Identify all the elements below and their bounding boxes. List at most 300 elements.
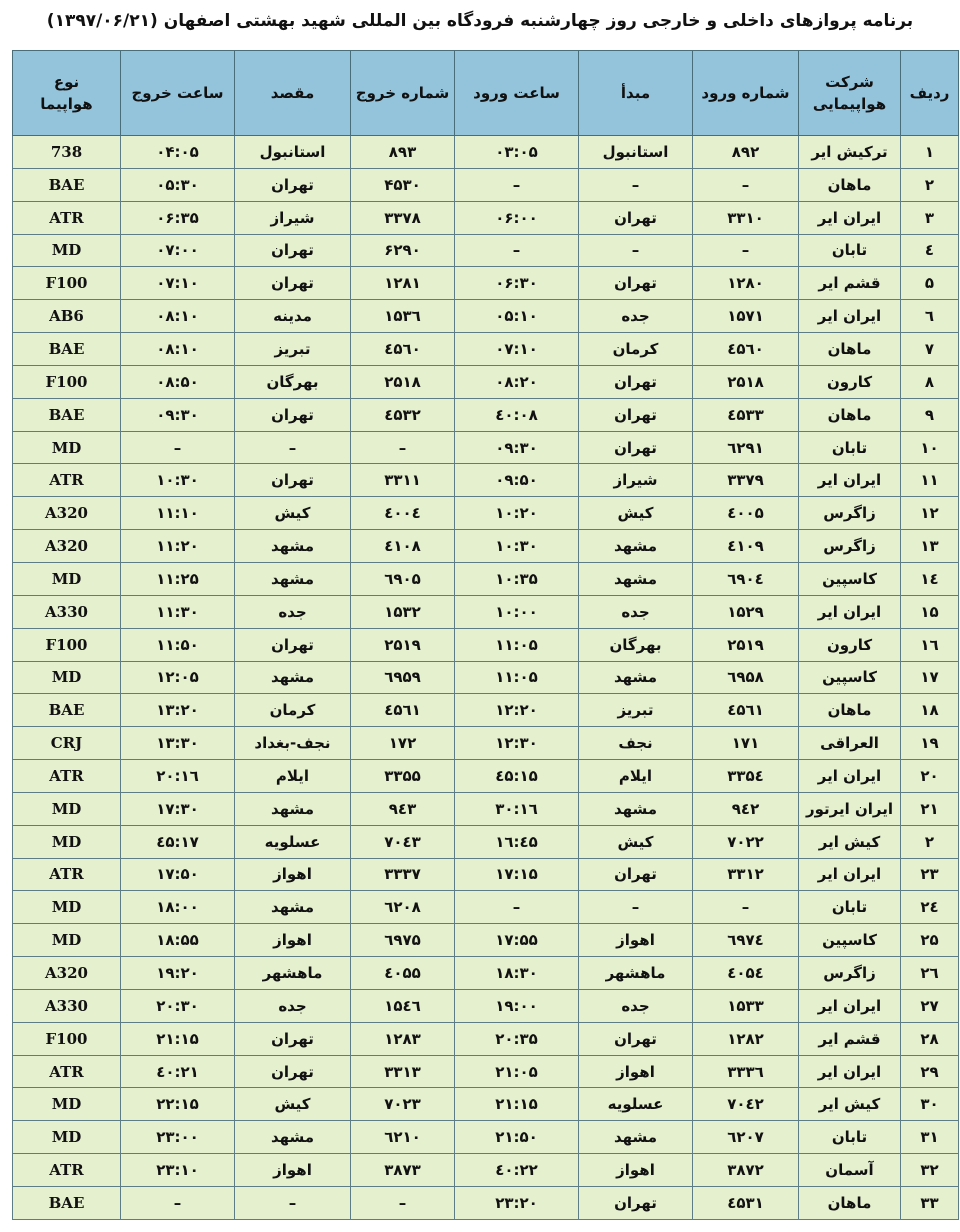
departure-number-cell: ۱۵۳۲	[351, 595, 455, 628]
departure-time-cell: ۱۳:۲۰	[121, 694, 235, 727]
destination-cell: مشهد	[235, 562, 351, 595]
header-destination: مقصد	[235, 51, 351, 136]
departure-number-cell: ۲۵۱۸	[351, 365, 455, 398]
row-number-cell: ۲٦	[901, 957, 959, 990]
arrival-time-cell: –	[455, 234, 579, 267]
airline-cell: ایران ایرتور	[799, 792, 901, 825]
row-number-cell: ۲۰	[901, 760, 959, 793]
origin-cell: تهران	[579, 1022, 693, 1055]
table-row	[13, 234, 959, 267]
table-row	[13, 628, 959, 661]
aircraft-type-cell: BAE	[13, 1187, 121, 1220]
arrival-number-cell: ٤۵٦۰	[693, 333, 799, 366]
row-number-cell: ۳۳	[901, 1187, 959, 1220]
arrival-time-cell: ۱۷:۵۵	[455, 924, 579, 957]
row-number-cell: ۲۳	[901, 858, 959, 891]
header-arrival-time: ساعت ورود	[455, 51, 579, 136]
row-number-cell: ۷	[901, 333, 959, 366]
departure-number-cell: ٦۹۵۹	[351, 661, 455, 694]
airline-cell: زاگرس	[799, 957, 901, 990]
destination-cell: تهران	[235, 234, 351, 267]
departure-time-cell: ۰۷:۱۰	[121, 267, 235, 300]
table-row	[13, 398, 959, 431]
airline-cell: کارون	[799, 365, 901, 398]
aircraft-type-cell: A320	[13, 957, 121, 990]
departure-time-cell: ۲۳:۰۰	[121, 1121, 235, 1154]
airline-cell: کیش ایر	[799, 825, 901, 858]
table-row	[13, 168, 959, 201]
row-number-cell: ۹	[901, 398, 959, 431]
table-row	[13, 562, 959, 595]
arrival-number-cell: ۳۳۱۰	[693, 201, 799, 234]
destination-cell: مشهد	[235, 1121, 351, 1154]
row-number-cell: ۱٦	[901, 628, 959, 661]
origin-cell: تهران	[579, 858, 693, 891]
departure-number-cell: ۳۳۵۵	[351, 760, 455, 793]
arrival-number-cell: ٤۵۳۳	[693, 398, 799, 431]
arrival-number-cell: ٤۵٦۱	[693, 694, 799, 727]
origin-cell: مشهد	[579, 1121, 693, 1154]
destination-cell: مدینه	[235, 300, 351, 333]
arrival-time-cell: ۱۸:۳۰	[455, 957, 579, 990]
destination-cell: تهران	[235, 1055, 351, 1088]
row-number-cell: ۲۹	[901, 1055, 959, 1088]
departure-number-cell: ۱۷۲	[351, 727, 455, 760]
departure-time-cell: ۱۷:۵۰	[121, 858, 235, 891]
row-number-cell: ۱۸	[901, 694, 959, 727]
row-number-cell: ۳۰	[901, 1088, 959, 1121]
destination-cell: مشهد	[235, 891, 351, 924]
header-aircraft-type	[13, 51, 121, 136]
airline-cell: ایران ایر	[799, 989, 901, 1022]
table-row	[13, 1187, 959, 1220]
destination-cell: اهواز	[235, 1154, 351, 1187]
departure-time-cell: ۱۱:۳۰	[121, 595, 235, 628]
destination-cell: مشهد	[235, 661, 351, 694]
aircraft-type-cell: 738	[13, 136, 121, 169]
arrival-time-cell: ۰۹:۵۰	[455, 464, 579, 497]
origin-cell: اهواز	[579, 1055, 693, 1088]
aircraft-type-cell: ATR	[13, 464, 121, 497]
airline-cell: تابان	[799, 891, 901, 924]
aircraft-type-cell: MD	[13, 661, 121, 694]
arrival-time-cell: ۱۲:۲۰	[455, 694, 579, 727]
arrival-number-cell: ۳۳۳٦	[693, 1055, 799, 1088]
flight-schedule-table	[12, 50, 959, 1220]
airline-cell: ایران ایر	[799, 595, 901, 628]
airline-cell: کاسپین	[799, 924, 901, 957]
arrival-number-cell: ۹٤۲	[693, 792, 799, 825]
arrival-number-cell: ۳۳۱۲	[693, 858, 799, 891]
arrival-time-cell: ۱٦:۳۰	[455, 792, 579, 825]
origin-cell: استانبول	[579, 136, 693, 169]
aircraft-type-cell: MD	[13, 234, 121, 267]
destination-cell: تهران	[235, 398, 351, 431]
table-row	[13, 464, 959, 497]
arrival-time-cell: ۰۵:۱۰	[455, 300, 579, 333]
arrival-number-cell: ٤۱۰۹	[693, 530, 799, 563]
departure-time-cell: ۲۱:۱۵	[121, 1022, 235, 1055]
departure-number-cell: ۳۳۷۸	[351, 201, 455, 234]
origin-cell: اهواز	[579, 1154, 693, 1187]
airline-cell: آسمان	[799, 1154, 901, 1187]
departure-time-cell: ۰۸:۱۰	[121, 333, 235, 366]
table-row	[13, 760, 959, 793]
destination-cell: ایلام	[235, 760, 351, 793]
arrival-time-cell: ۰۶:۰۰	[455, 201, 579, 234]
airline-cell: کیش ایر	[799, 1088, 901, 1121]
row-number-cell: ۳۲	[901, 1154, 959, 1187]
row-number-cell: ۲٤	[901, 891, 959, 924]
table-row	[13, 792, 959, 825]
destination-cell: جده	[235, 595, 351, 628]
airline-cell: زاگرس	[799, 530, 901, 563]
arrival-time-cell: ۱۰:۰۰	[455, 595, 579, 628]
destination-cell: تهران	[235, 1022, 351, 1055]
arrival-time-cell: ۱۷:۱۵	[455, 858, 579, 891]
arrival-number-cell: ٤۵۳۱	[693, 1187, 799, 1220]
aircraft-type-cell: MD	[13, 792, 121, 825]
origin-cell: اهواز	[579, 924, 693, 957]
arrival-number-cell: ۱۲۸۰	[693, 267, 799, 300]
header-row	[13, 51, 959, 136]
origin-cell: عسلویه	[579, 1088, 693, 1121]
destination-cell: تبریز	[235, 333, 351, 366]
aircraft-type-cell: BAE	[13, 333, 121, 366]
departure-time-cell: ۰۶:۳۵	[121, 201, 235, 234]
departure-number-cell: ۹٤۳	[351, 792, 455, 825]
origin-cell: مشهد	[579, 661, 693, 694]
origin-cell: –	[579, 891, 693, 924]
destination-cell: اهواز	[235, 924, 351, 957]
destination-cell: کیش	[235, 1088, 351, 1121]
departure-time-cell: ۱۳:۳۰	[121, 727, 235, 760]
departure-number-cell: –	[351, 431, 455, 464]
header-origin: مبدأ	[579, 51, 693, 136]
arrival-number-cell: ۲۵۱۸	[693, 365, 799, 398]
arrival-number-cell: ۱۲۸۲	[693, 1022, 799, 1055]
destination-cell: شیراز	[235, 201, 351, 234]
departure-number-cell: ۷۰٤۳	[351, 825, 455, 858]
arrival-time-cell: ۰۳:۰۵	[455, 136, 579, 169]
header-departure-time: ساعت خروج	[121, 51, 235, 136]
origin-cell: ایلام	[579, 760, 693, 793]
row-number-cell: ٦	[901, 300, 959, 333]
airline-cell: ماهان	[799, 694, 901, 727]
airline-cell: ایران ایر	[799, 300, 901, 333]
table-body	[13, 136, 959, 1220]
airline-cell: زاگرس	[799, 497, 901, 530]
header-airline-line2: هواپیمایی	[812, 95, 887, 113]
departure-number-cell: ۸۹۳	[351, 136, 455, 169]
arrival-number-cell: ۷۰٤۲	[693, 1088, 799, 1121]
header-arrival-number: شماره ورود	[693, 51, 799, 136]
departure-number-cell: ۷۰۲۳	[351, 1088, 455, 1121]
departure-time-cell: ۱٦:۲۰	[121, 760, 235, 793]
airline-cell: کاسپین	[799, 661, 901, 694]
aircraft-type-cell: ATR	[13, 201, 121, 234]
destination-cell: تهران	[235, 628, 351, 661]
aircraft-type-cell: ATR	[13, 858, 121, 891]
origin-cell: تهران	[579, 1187, 693, 1220]
header-type-line1: نوع	[53, 73, 80, 91]
departure-number-cell: ٤۵٦۱	[351, 694, 455, 727]
arrival-time-cell: ۲۳:۲۰	[455, 1187, 579, 1220]
destination-cell: –	[235, 1187, 351, 1220]
arrival-time-cell: ۱۹:۰۰	[455, 989, 579, 1022]
departure-time-cell: ۱۰:۳۰	[121, 464, 235, 497]
origin-cell: جده	[579, 300, 693, 333]
departure-time-cell: ۱۸:۵۵	[121, 924, 235, 957]
airline-cell: ایران ایر	[799, 464, 901, 497]
origin-cell: کیش	[579, 825, 693, 858]
table-row	[13, 727, 959, 760]
aircraft-type-cell: BAE	[13, 168, 121, 201]
airline-cell: قشم ایر	[799, 1022, 901, 1055]
origin-cell: تهران	[579, 267, 693, 300]
airline-cell: تابان	[799, 234, 901, 267]
departure-number-cell: ٦۲۰۸	[351, 891, 455, 924]
arrival-time-cell: ۲۰:۳۵	[455, 1022, 579, 1055]
departure-number-cell: ٤۱۰۸	[351, 530, 455, 563]
airline-cell: کارون	[799, 628, 901, 661]
airline-cell: ایران ایر	[799, 1055, 901, 1088]
destination-cell: –	[235, 431, 351, 464]
aircraft-type-cell: A320	[13, 530, 121, 563]
aircraft-type-cell: CRJ	[13, 727, 121, 760]
aircraft-type-cell: ATR	[13, 1055, 121, 1088]
table-row	[13, 1121, 959, 1154]
header-type-line2: هواپیما	[40, 95, 93, 113]
table-row	[13, 694, 959, 727]
origin-cell: تهران	[579, 201, 693, 234]
arrival-time-cell: ۰۸:٤۰	[455, 398, 579, 431]
departure-time-cell: ۰۷:۰۰	[121, 234, 235, 267]
arrival-time-cell: ۲۱:۰۵	[455, 1055, 579, 1088]
airline-cell: ماهان	[799, 1187, 901, 1220]
destination-cell: اهواز	[235, 858, 351, 891]
arrival-number-cell: ۳۸۷۲	[693, 1154, 799, 1187]
departure-time-cell: ۱۱:۲۵	[121, 562, 235, 595]
table-row	[13, 333, 959, 366]
departure-number-cell: ۶۲۹۰	[351, 234, 455, 267]
header-airline-line1: شرکت	[825, 73, 874, 91]
page-title: برنامه پروازهای داخلی و خارجی روز چهارشنبه فرودگاه بین المللی شهید بهشتی اصفهان (۱۳۹۷/۰۶/۲۱)	[46, 11, 914, 31]
airline-cell: ماهان	[799, 398, 901, 431]
departure-number-cell: ٤۵۳۲	[351, 398, 455, 431]
table-row	[13, 267, 959, 300]
airline-cell: ماهان	[799, 168, 901, 201]
table-row	[13, 431, 959, 464]
origin-cell: تهران	[579, 431, 693, 464]
departure-time-cell: ۲۲:۱۵	[121, 1088, 235, 1121]
airline-cell: ماهان	[799, 333, 901, 366]
departure-number-cell: ٤۵٦۰	[351, 333, 455, 366]
departure-time-cell: ۰۸:۵۰	[121, 365, 235, 398]
origin-cell: –	[579, 168, 693, 201]
row-number-cell: ۵	[901, 267, 959, 300]
header-row-number: ردیف	[901, 51, 959, 136]
arrival-number-cell: ۳۳۵٤	[693, 760, 799, 793]
header-departure-number: شماره خروج	[351, 51, 455, 136]
arrival-time-cell: ۱۰:۲۰	[455, 497, 579, 530]
destination-cell: بهرگان	[235, 365, 351, 398]
table-row	[13, 825, 959, 858]
departure-time-cell: ۱۱:۵۰	[121, 628, 235, 661]
airline-cell: ایران ایر	[799, 760, 901, 793]
departure-time-cell: –	[121, 431, 235, 464]
departure-number-cell: ٤۰۵۵	[351, 957, 455, 990]
departure-time-cell: ۰۸:۱۰	[121, 300, 235, 333]
departure-time-cell: ۱۷:٤۵	[121, 825, 235, 858]
row-number-cell: ۱۲	[901, 497, 959, 530]
row-number-cell: ۲۷	[901, 989, 959, 1022]
departure-number-cell: ۳۸۷۳	[351, 1154, 455, 1187]
aircraft-type-cell: AB6	[13, 300, 121, 333]
origin-cell: جده	[579, 989, 693, 1022]
airline-cell: قشم ایر	[799, 267, 901, 300]
row-number-cell: ۱۵	[901, 595, 959, 628]
aircraft-type-cell: MD	[13, 1121, 121, 1154]
arrival-number-cell: –	[693, 234, 799, 267]
row-number-cell: ۲۸	[901, 1022, 959, 1055]
table-row	[13, 1088, 959, 1121]
arrival-time-cell: ۰۶:۳۰	[455, 267, 579, 300]
row-number-cell: ۱۷	[901, 661, 959, 694]
departure-number-cell: –	[351, 1187, 455, 1220]
table-row	[13, 858, 959, 891]
departure-number-cell: ٦۹۰۵	[351, 562, 455, 595]
table-row	[13, 891, 959, 924]
destination-cell: تهران	[235, 464, 351, 497]
airline-cell: کاسپین	[799, 562, 901, 595]
origin-cell: کرمان	[579, 333, 693, 366]
arrival-number-cell: ۸۹۲	[693, 136, 799, 169]
arrival-time-cell: ۰۸:۲۰	[455, 365, 579, 398]
arrival-time-cell: ۰۷:۱۰	[455, 333, 579, 366]
airline-cell: تابان	[799, 431, 901, 464]
header-airline	[799, 51, 901, 136]
departure-number-cell: ۱۵٤٦	[351, 989, 455, 1022]
table-row	[13, 1055, 959, 1088]
arrival-time-cell: ۱۰:۳۵	[455, 562, 579, 595]
arrival-number-cell: ۱۵۷۱	[693, 300, 799, 333]
arrival-time-cell: ۰۹:۳۰	[455, 431, 579, 464]
arrival-time-cell: ۱۵:٤۵	[455, 760, 579, 793]
arrival-number-cell: –	[693, 168, 799, 201]
departure-number-cell: ۱۲۸۳	[351, 1022, 455, 1055]
origin-cell: تهران	[579, 365, 693, 398]
row-number-cell: ۱٤	[901, 562, 959, 595]
arrival-time-cell: –	[455, 891, 579, 924]
arrival-number-cell: ۳۳۷۹	[693, 464, 799, 497]
arrival-number-cell: –	[693, 891, 799, 924]
table-row	[13, 595, 959, 628]
row-number-cell: ۲۵	[901, 924, 959, 957]
aircraft-type-cell: MD	[13, 924, 121, 957]
departure-time-cell: ۱۷:۳۰	[121, 792, 235, 825]
origin-cell: –	[579, 234, 693, 267]
arrival-time-cell: ۲۲:٤۰	[455, 1154, 579, 1187]
departure-time-cell: ۲۱:٤۰	[121, 1055, 235, 1088]
airline-cell: ایران ایر	[799, 201, 901, 234]
arrival-time-cell: ۱۲:۳۰	[455, 727, 579, 760]
airline-cell: ایران ایر	[799, 858, 901, 891]
aircraft-type-cell: MD	[13, 891, 121, 924]
aircraft-type-cell: MD	[13, 1088, 121, 1121]
arrival-time-cell: ۱٦:٤۵	[455, 825, 579, 858]
aircraft-type-cell: A330	[13, 989, 121, 1022]
origin-cell: مشهد	[579, 530, 693, 563]
aircraft-type-cell: ATR	[13, 1154, 121, 1187]
row-number-cell: ۳۱	[901, 1121, 959, 1154]
arrival-time-cell: ۱۱:۰۵	[455, 661, 579, 694]
origin-cell: تبریز	[579, 694, 693, 727]
arrival-time-cell: –	[455, 168, 579, 201]
table-row	[13, 201, 959, 234]
departure-number-cell: ٦۲۱۰	[351, 1121, 455, 1154]
arrival-number-cell: ٤۰۰۵	[693, 497, 799, 530]
row-number-cell: ۱۳	[901, 530, 959, 563]
row-number-cell: ۱۰	[901, 431, 959, 464]
departure-time-cell: ۱۹:۲۰	[121, 957, 235, 990]
arrival-number-cell: ٦۹۷٤	[693, 924, 799, 957]
airline-cell: ترکیش ایر	[799, 136, 901, 169]
origin-cell: مشهد	[579, 792, 693, 825]
destination-cell: جده	[235, 989, 351, 1022]
departure-time-cell: ۱۱:۱۰	[121, 497, 235, 530]
destination-cell: کیش	[235, 497, 351, 530]
table-row	[13, 1022, 959, 1055]
departure-time-cell: ۱۸:۰۰	[121, 891, 235, 924]
arrival-time-cell: ۱۱:۰۵	[455, 628, 579, 661]
aircraft-type-cell: F100	[13, 1022, 121, 1055]
aircraft-type-cell: MD	[13, 562, 121, 595]
departure-time-cell: ۰۵:۳۰	[121, 168, 235, 201]
row-number-cell: ۸	[901, 365, 959, 398]
row-number-cell: ۳	[901, 201, 959, 234]
table-row	[13, 300, 959, 333]
departure-time-cell: ۰۹:۳۰	[121, 398, 235, 431]
row-number-cell: ۲۱	[901, 792, 959, 825]
departure-number-cell: ۲۵۱۹	[351, 628, 455, 661]
row-number-cell: ۲	[901, 168, 959, 201]
origin-cell: ماهشهر	[579, 957, 693, 990]
departure-number-cell: ٤۰۰٤	[351, 497, 455, 530]
destination-cell: ماهشهر	[235, 957, 351, 990]
table-row	[13, 1154, 959, 1187]
table-row	[13, 957, 959, 990]
row-number-cell: ۱۹	[901, 727, 959, 760]
table-row	[13, 924, 959, 957]
arrival-number-cell: ٦۹۰٤	[693, 562, 799, 595]
row-number-cell: ٤	[901, 234, 959, 267]
departure-number-cell: ۴۵۳۰	[351, 168, 455, 201]
origin-cell: کیش	[579, 497, 693, 530]
destination-cell: کرمان	[235, 694, 351, 727]
aircraft-type-cell: MD	[13, 431, 121, 464]
destination-cell: نجف-بغداد	[235, 727, 351, 760]
departure-number-cell: ۱۲۸۱	[351, 267, 455, 300]
table-row	[13, 989, 959, 1022]
table-row	[13, 497, 959, 530]
aircraft-type-cell: BAE	[13, 694, 121, 727]
arrival-number-cell: ٤۰۵٤	[693, 957, 799, 990]
arrival-number-cell: ۱۵۳۳	[693, 989, 799, 1022]
departure-number-cell: ٦۹۷۵	[351, 924, 455, 957]
departure-time-cell: ۱۱:۲۰	[121, 530, 235, 563]
arrival-time-cell: ۲۱:۱۵	[455, 1088, 579, 1121]
